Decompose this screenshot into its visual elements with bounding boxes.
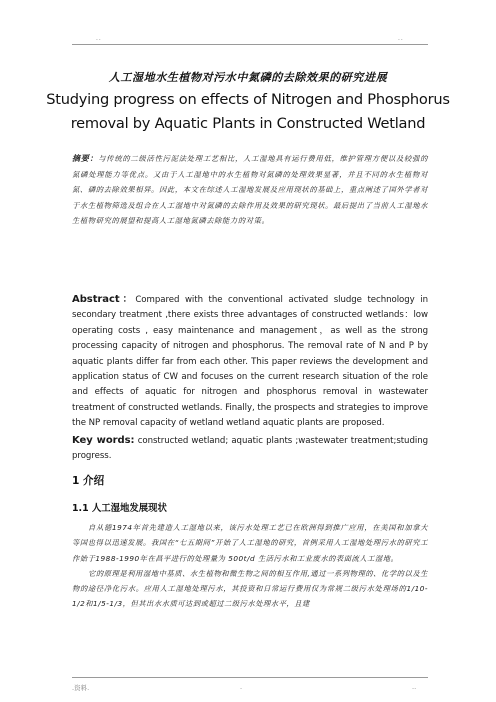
title-english-line1: Studying progress on effects of Nitrogen and Phosphorus	[46, 91, 450, 108]
header-right-marker: ..	[398, 35, 404, 42]
body-paragraph-2: 它的原理是利用湿地中基质、水生植物和微生物之间的相互作用,通过一系列物理的、化学的以及生物的途径净化污水。应用人工湿地处理污水，其投资和日常运行费用仅为常规二级污水处理场的1/10-1/2和1/5-1/3，但其出水水质可达到或超过二级污水处理水平，且建	[72, 568, 428, 609]
title-english-line2: removal by Aquatic Plants in Constructed Wetland	[70, 115, 426, 132]
footer-rule	[72, 677, 428, 678]
section-heading-development-status: 1.1 人工湿地发展现状	[72, 503, 167, 514]
header-rule	[72, 44, 428, 45]
body-paragraph-1: 自从德1974年首先建造人工湿地以来，该污水处理工艺已在欧洲得到推广应用，在美国和加拿大等国也得以迅速发展。我国在“七五期间”开始了人工湿地的研究，首例采用人工湿地处理污水的研究工作始于1988-1990年在昌平进行的处理量为 500t/d 生活污水和工业废水的表面流人工湿地。	[72, 523, 428, 563]
abstract-english-label: Abstract：	[72, 294, 136, 305]
keywords-label: Key words:	[72, 435, 135, 446]
section-body	[72, 520, 428, 612]
abstract-chinese	[72, 151, 428, 229]
keywords-text: constructed wetland; aquatic plants ;wastewater treatment;studing progress.	[72, 436, 429, 462]
footer-center-text: .	[240, 683, 243, 691]
title-chinese: 人工湿地水生植物对污水中氮磷的去除效果的研究进展	[108, 71, 388, 84]
footer-right-text: ..	[412, 683, 417, 691]
abstract-chinese-text: 与传统的二级活性污泥法处理工艺相比，人工湿地具有运行费用低，维护管理方便以及较强的氮磷处理能力等优点。又由于人工湿地中的水生植物对氮磷的处理效果显著，并且不同的水生植物对氮、磷的去除效果相异。因此，本文在综述人工湿地发展及应用现状的基础上，重点阐述了国外学者对于水生植物筛选及组合在人工湿地中对氮磷的去除作用及效果的研究现状。最后提出了当前人工湿地水生植物研究的展望和提高人工湿地氮磷去除能力的对策。	[72, 154, 428, 225]
keywords	[72, 433, 428, 465]
abstract-english-text: Compared with the conventional activated sludge technology in secondary treatment ,there exists three advantages of constructed wetlands：low operating costs , easy maintenance and management，as well as the strong processing capacity of nitrogen and phosphorus. The removal rate of N and P by aquatic plants differ far from each other. This paper reviews the development and application status of CW and focuses on the current research situation of the role and effects of aquatic for nitrogen and phosphorus removal in wastewater treatment of constructed wetlands. Finally, the prospects and strategies to improve the NP removal capacity of wetland wetland aquatic plants are proposed.	[72, 295, 429, 429]
footer-left-text: .资料.	[72, 684, 90, 692]
section-heading-introduction: 1 介绍	[72, 475, 105, 487]
abstract-chinese-label: 摘要：	[72, 154, 99, 163]
header-left-marker: ..	[96, 35, 102, 42]
abstract-english	[72, 292, 428, 432]
